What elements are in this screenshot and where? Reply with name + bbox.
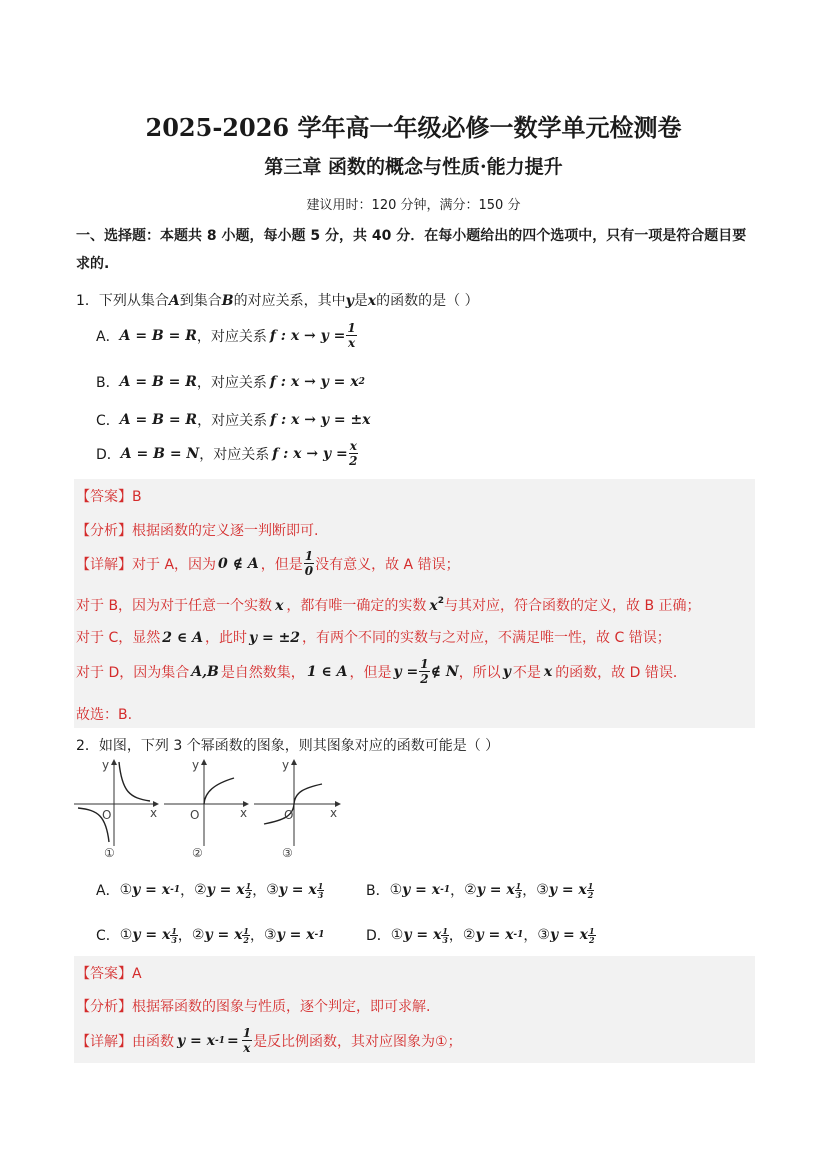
q1-option-c[interactable]: C． A = B = R ，对应关系 f : x → y = ±x (96, 412, 371, 429)
q2-answer: 【答案】A (76, 966, 142, 982)
q2-detail-line-1: 【详解】 由函数 y = x -1 = $\frac{1}{x}$ 是反比例函数，其对应图象为①； (76, 1026, 462, 1055)
q1-detail-line-4: 对于 D，因为集合 A,B 是自然数集， 1 ∈ A ，但是 y = $\frac{1}{2}$ ∉ N ，所以 y 不是 x 的函数，故 D 错误． (76, 657, 687, 686)
time-info: 建议用时：120 分钟，满分：150 分 (306, 198, 521, 213)
graph-1 (74, 760, 158, 846)
question-2-stem: 2．如图，下列 3 个幂函数的图象，则其图象对应的函数可能是（ ） (76, 738, 500, 754)
q1-detail-line-3: 对于 C，显然 2 ∈ A ，此时 y = ±2 ，有两个不同的实数与之对应，不满足唯一性，故 C 错误； (76, 630, 671, 646)
graph-2 (164, 760, 248, 846)
q1-answer: 【答案】B (76, 489, 142, 505)
graph-1-curve-right (119, 762, 150, 801)
graph-1-label: ① (104, 846, 115, 860)
q1-detail-line-1: 【详解】 对于 A，因为 0 ∉ A ，但是 $\frac{1}{0}$ 没有意义，故 A 错误； (76, 549, 460, 578)
q2-option-c[interactable]: C． ① y = x 1 3 ， ② y = x 1 2 ， ③ y = x -1 (96, 925, 325, 945)
q2-option-d[interactable]: D． ① y = x 1 3 ， ② y = x -1 ， ③ y = x 1 2 (366, 925, 595, 945)
page-title: 2025-2026 学年高一年级必修一数学单元检测卷 (145, 113, 682, 142)
q1-option-b[interactable]: B． A = B = R ，对应关系 f : x → y = x 2 (96, 374, 365, 391)
q1-conclusion: 故选：B. (76, 707, 133, 723)
page-subtitle: 第三章 函数的概念与性质·能力提升 (264, 156, 563, 178)
graph-2-origin: O (190, 808, 200, 822)
power-function-graphs (72, 758, 362, 866)
graph-3-curve-right (294, 784, 322, 804)
q2-option-b[interactable]: B． ① y = x -1 ， ② y = x 1 3 ， ③ y = x 1 2 (366, 880, 594, 900)
graph-3-x-label: x (330, 806, 338, 820)
graph-1-origin: O (102, 808, 112, 822)
graph-3-y-label: y (282, 758, 290, 772)
graph-3-origin: O (284, 808, 294, 822)
q1-option-d[interactable]: D． A = B = N ，对应关系 f : x → y = $\frac{x}{2}$ (96, 439, 358, 468)
graph-1-x-label: x (150, 806, 158, 820)
graph-2-label: ② (192, 846, 203, 860)
graph-1-y-label: y (102, 758, 110, 772)
q1-detail-line-2: 对于 B，因为对于任意一个实数 x ，都有唯一确定的实数 $x^2$与其对应，符合函数的定义，故 B 正确； (76, 596, 701, 614)
graphs-svg (72, 758, 362, 862)
section-heading: 一、选择题：本题共 8 小题，每小题 5 分，共 40 分．在每小题给出的四个选项中，只有一项是符合题目要求的. (76, 228, 747, 272)
q1-analysis: 【分析】根据函数的定义逐一判断即可. (76, 523, 319, 539)
graph-3-label: ③ (282, 846, 293, 860)
graph-2-y-label: y (192, 758, 200, 772)
graph-3 (254, 760, 340, 846)
graph-2-curve (204, 778, 234, 804)
q1-option-a[interactable]: A． A = B = R ，对应关系 f : x → y = $\frac{1}{x}$ (96, 321, 356, 350)
question-1-stem: 1．下列从集合A到集合B的对应关系，其中y是x的函数的是（ ） (76, 293, 479, 309)
graph-2-x-label: x (240, 806, 248, 820)
q2-analysis: 【分析】根据幂函数的图象与性质，逐个判定，即可求解. (76, 999, 431, 1015)
q2-option-a[interactable]: A． ① y = x -1 ， ② y = x 1 2 ， ③ y = x 1 3 (96, 880, 324, 900)
